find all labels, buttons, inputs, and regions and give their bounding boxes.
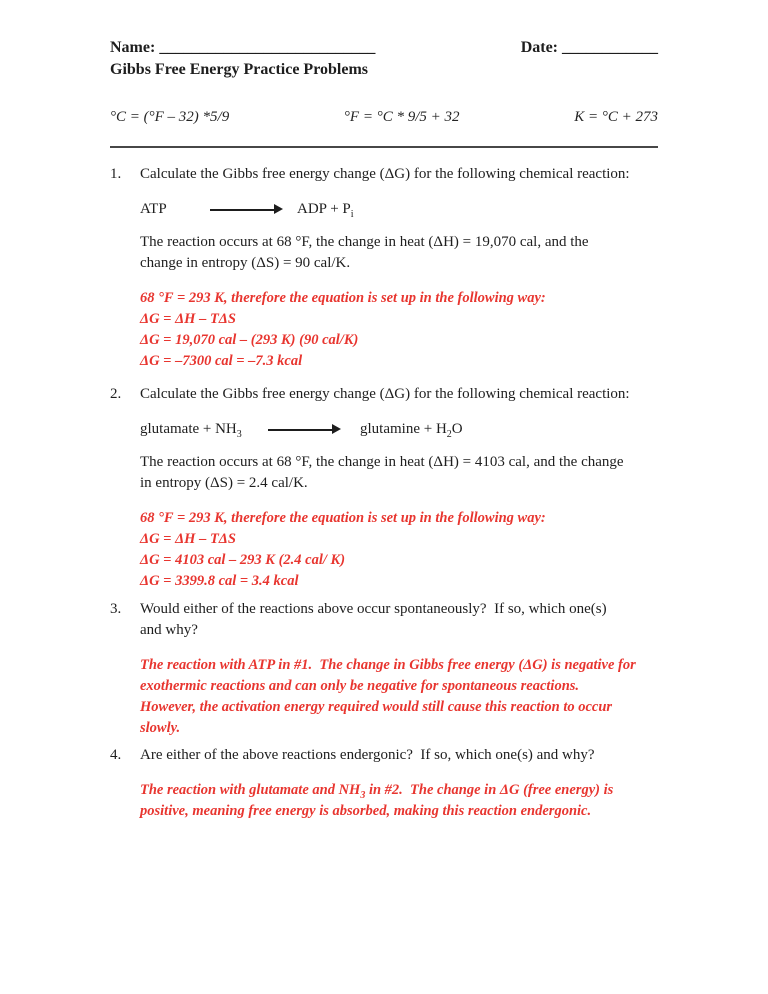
answer-line: ΔG = ΔH – TΔS [140,531,236,547]
question-3-prompt: Would either of the reactions above occur spontaneously? If so, which one(s) [140,601,607,617]
answer-line: exothermic reactions and can only be negative for spontaneous reactions. [140,678,580,694]
conversion-formulas [110,108,658,127]
answer-line: ΔG = 4103 cal – 293 K (2.4 cal/ K) [140,552,346,568]
answer-line: ΔG = 3399.8 cal = 3.4 kcal [140,573,299,589]
question-3-prompt: and why? [140,622,198,638]
answer-line: ΔG = ΔH – TΔS [140,311,236,327]
date-label: Date: [520,39,558,56]
question-1-number: 1. [110,166,122,182]
question-2 [110,384,658,592]
formula-fahrenheit: °F = °C * 9/5 + 32 [343,109,460,125]
answer-line: ΔG = 19,070 cal – (293 K) (90 cal/K) [140,332,359,348]
details-line: The reaction occurs at 68 °F, the change in heat (ΔH) = 19,070 cal, and the [140,234,589,250]
question-2-prompt: Calculate the Gibbs free energy change (ΔG) for the following chemical reaction: [140,386,630,402]
details-line: change in entropy (ΔS) = 90 cal/K. [140,255,351,271]
question-1-details [140,232,658,274]
question-1 [110,164,658,372]
reaction-product: ADP + $P_i$ [297,201,354,220]
worksheet-title: Gibbs Free Energy Practice Problems [110,61,369,78]
question-3-answer [140,655,658,739]
formula-celsius: °C = (°F – 32) *5/9 [110,109,230,125]
details-line: The reaction occurs at 68 °F, the change in heat (ΔH) = 4103 cal, and the change [140,454,624,470]
question-2-details [140,452,658,494]
question-1-answer [140,288,658,372]
reaction-reactant: glutamate + $NH_3$ [140,421,242,440]
divider-rule [110,146,658,148]
answer-line: 68 °F = 293 K, therefore the equation is set up in the following way: [140,290,546,306]
question-4-prompt: Are either of the above reactions endergonic? If so, which one(s) and why? [140,747,595,763]
details-line: in entropy (ΔS) = 2.4 cal/K. [140,475,308,491]
header-row [110,38,658,57]
question-1-prompt: Calculate the Gibbs free energy change (ΔG) for the following chemical reaction: [140,166,630,182]
question-4 [110,745,658,822]
question-4-number: 4. [110,747,122,763]
question-3 [110,599,658,739]
answer-line: positive, meaning free energy is absorbed, making this reaction endergonic. [140,803,592,819]
answer-line: However, the activation energy required would still cause this reaction to occur [140,699,613,715]
reaction-product: glutamine + $H_2O$ [360,421,463,440]
question-2-reaction [140,419,658,440]
reaction-reactant: ATP [140,201,167,217]
answer-line: 68 °F = 293 K, therefore the equation is set up in the following way: [140,510,546,526]
name-label: Name: [110,39,156,56]
date-field [521,38,658,57]
reaction-arrow-icon [268,429,332,431]
reaction-arrow-icon [210,209,274,211]
name-blank-line: ___________________________ [159,39,376,56]
formula-kelvin: K = °C + 273 [574,109,658,125]
question-2-number: 2. [110,386,122,402]
question-2-answer [140,508,658,592]
answer-line: The reaction with glutamate and $NH_3$ in #2. The change in ΔG (free energy) is [140,782,614,801]
name-field [110,38,375,57]
answer-line: The reaction with ATP in #1. The change in Gibbs free energy (ΔG) is negative for [140,657,636,673]
question-4-answer [140,780,658,822]
date-blank-line: ____________ [562,39,658,56]
question-3-number: 3. [110,601,122,617]
answer-line: ΔG = –7300 cal = –7.3 kcal [140,353,303,369]
question-1-reaction [140,199,658,220]
answer-line: slowly. [140,720,181,736]
